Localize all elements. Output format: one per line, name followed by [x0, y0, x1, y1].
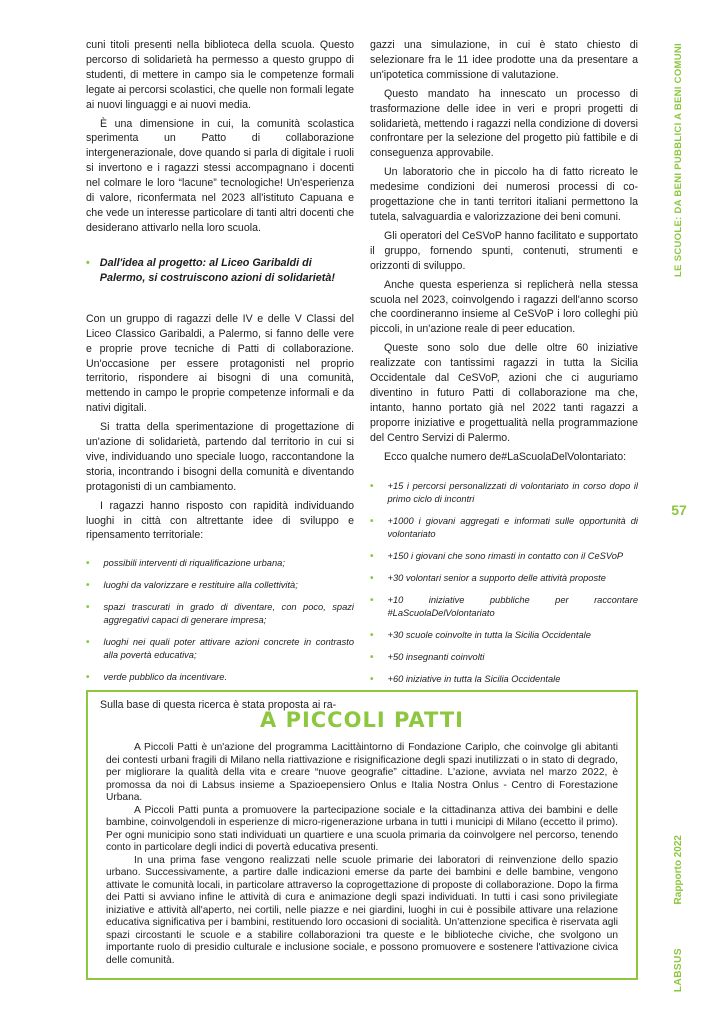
- bullet-icon: •: [86, 580, 90, 592]
- left-column: [86, 38, 354, 717]
- body-paragraph: gazzi una simulazione, in cui è stato chiesto di selezionare fra le 11 idee prodotte una da presentare a un'ipotetica commissione di valutazione.: [370, 39, 638, 81]
- box-paragraph: A Piccoli Patti è un'azione del programma Lacittàintorno di Fondazione Cariplo, che coinvolge gli abitanti dei contesti urbani fragili di Milano nella riattivazione e risignificazione degli spazi inutilizzati o in stato di degrado, per migliorare la qualità della vita e creare “nuove geografie” cittadine. L'azione, avviata nel marzo 2022, è promossa da noi di Labsus insieme a Spazioepensiero Onlus e Italia Nostra Onlus - Centro di Forestazione Urbana.: [106, 742, 618, 803]
- body-paragraph: Ecco qualche numero de#LaScuolaDelVolontariato:: [384, 450, 627, 463]
- bullet-icon: •: [370, 595, 374, 607]
- list-item: • +30 scuole coinvolte in tutta la Sicilia Occidentale: [370, 630, 591, 642]
- list-item: • +30 volontari senior a supporto delle attività proposte: [370, 573, 606, 585]
- bullet-icon: •: [370, 516, 374, 528]
- bullet-icon: •: [86, 672, 90, 684]
- report-label: Rapporto 2022: [672, 835, 684, 905]
- body-paragraph: Con un gruppo di ragazzi delle IV e delle V Classi del Liceo Classico Garibaldi, a Palermo, si fanno delle vere e proprie prove tecniche di Patti di collaborazione. Un'occasione per essere protagonisti nel proprio territorio, rispondere ai bisogni di una comunità, mettendo in campo le proprie competenze informali e da nativi digitali.: [86, 312, 354, 415]
- body-paragraph: Anche questa esperienza si replicherà nella stessa scuola nel 2023, coinvolgendo i ragazzi dell'anno scorso che coordineranno insieme al CeSVoP i loro colleghi più piccoli, in un'azione reale di peer education.: [370, 278, 638, 336]
- stats-list: [370, 480, 638, 686]
- bullet-icon: •: [370, 573, 374, 585]
- section-highlight: [86, 256, 354, 286]
- bullet-icon: •: [370, 630, 374, 642]
- list-item: • +1000 i giovani aggregati e informati sulle opportunità di volontariato: [370, 516, 638, 540]
- list-item: • +150 i giovani che sono rimasti in contatto con il CeSVoP: [370, 551, 624, 563]
- list-item: • spazi trascurati in grado di diventare, con poco, spazi aggregativi capaci di generare impresa;: [86, 602, 354, 626]
- box-title: A PICCOLI PATTI: [260, 708, 464, 732]
- body-paragraph: Si tratta della sperimentazione di progettazione di un'azione di solidarietà, partendo dal territorio in cui si vive, individuando uno speciale luogo, raccontandone la storia, incontrando i bisogni della comunità e diventando protagonisti di un cambiamento.: [86, 421, 354, 493]
- box-paragraph: In una prima fase vengono realizzati nelle scuole primarie dei laboratori di reinvenzione dello spazio urbano. Successivamente, a partire dalle indicazioni emerse da parte dei bambini e delle bambine, vengono attivate le comunità locali, in particolare attraverso la coprogettazione di proposte di collaborazione. Dopo la firma dei Patti si avviano infine le attività di cura e animazione degli spazi individuati. In tutti i casi sono privilegiate iniziative e attività all'aperto, nei cortili, nelle piazze e nei giardini, luoghi in cui è possibile attivare una relazione educativa significativa per i bambini, restituendo loro occasioni di socialità. Un'attenzione specifica è riservata agli spazi circostanti le scuole e a stabilire collaborazioni tra queste e le biblioteche civiche, che svolgono un importante ruolo di presidio culturale e inclusione sociale, e possono promuovere e sostenere l'attivazione civica delle comunità.: [106, 854, 618, 966]
- bullet-icon: •: [86, 558, 90, 570]
- list-item: • luoghi nei quali poter attivare azioni concrete in contrasto alla povertà educativa;: [86, 637, 354, 661]
- bullet-list: [86, 557, 354, 684]
- bullet-icon: •: [86, 637, 90, 649]
- list-item: • +15 i percorsi personalizzati di volontariato in corso dopo il primo ciclo di incontri: [370, 481, 638, 505]
- bullet-icon: •: [86, 256, 90, 269]
- brand-label: LABSUS: [672, 947, 684, 993]
- body-paragraph: Queste sono solo due delle oltre 60 iniziative realizzate con tantissimi ragazzi in tutta la Sicilia Occidentale dal CeSVoP, azioni che ci auguriamo diventino in futuro Patti di collaborazione ma che, intanto, hanno portato già nel 2022 tanti ragazzi a proporre iniziative e progettualità nella programmazione del Centro Servizi di Palermo.: [370, 342, 638, 444]
- bullet-icon: •: [370, 652, 374, 664]
- list-item: • +60 iniziative in tutta la Sicilia Occidentale: [370, 674, 561, 686]
- list-item: • +10 iniziative pubbliche per raccontare #LaScuolaDelVolontariato: [370, 595, 638, 619]
- highlight-text: Dall'idea al progetto: al Liceo Garibaldi di Palermo, si costruiscono azioni di solidarietà!: [99, 256, 335, 284]
- body-paragraph: È una dimensione in cui, la comunità scolastica sperimenta un Patto di collaborazione intergenerazionale, dove quando si parla di digitale i ruoli si invertono e i ragazzi stessi accompagnano i docenti nel colmare le loro “lacune” tecnologiche! Un'esperienza di valore, riconfermata nel 2023 all'istituto Capuana e che vede un interesse particolare di tanti altri docenti che desiderano attivarlo nella loro scuola.: [86, 117, 354, 234]
- right-column: [370, 38, 638, 700]
- bullet-icon: •: [370, 551, 374, 563]
- bullet-icon: •: [370, 674, 374, 686]
- bullet-icon: •: [86, 602, 90, 614]
- body-paragraph: I ragazzi hanno risposto con rapidità individuando luoghi in città con altrettante idee di sviluppo e ripensamento territoriale:: [86, 499, 354, 542]
- body-paragraph: Questo mandato ha innescato un processo di trasformazione delle idee in veri e propri progetti di solidarietà, mettendo i ragazzi nella condizione di doversi confrontare per la selezione del progetto più fattibile e di conseguenza approvabile.: [370, 87, 638, 160]
- list-item: • possibili interventi di riqualificazione urbana;: [86, 558, 285, 570]
- body-paragraph: cuni titoli presenti nella biblioteca della scuola. Questo percorso di solidarietà ha permesso a questo gruppo di studenti, di mettere in campo sia le competenze formali legate ai percorsi scolastici, che quelle non formali legate ai nuovi linguaggi e ai nuovi media.: [86, 39, 354, 111]
- section-title-vertical: LE SCUOLE: DA BENI PUBBLICI A BENI COMUNI: [672, 43, 684, 277]
- list-item: • luoghi da valorizzare e restituire alla collettività;: [86, 580, 298, 592]
- bullet-icon: •: [370, 481, 374, 493]
- body-paragraph: Gli operatori del CeSVoP hanno facilitato e supportato il gruppo, fornendo spunti, contenuti, strumenti e orizzonti di sviluppo.: [370, 229, 638, 272]
- list-item: • +50 insegnanti coinvolti: [370, 652, 485, 664]
- info-box: [86, 690, 638, 980]
- page-number: 57: [671, 502, 687, 518]
- body-paragraph: Un laboratorio che in piccolo ha di fatto ricreato le medesime condizioni dei numerosi processi di co-progettazione che in tanti territori italiani permettono la tutela, salvaguardia e valorizzazione dei beni comuni.: [370, 166, 638, 223]
- box-paragraph: A Piccoli Patti punta a promuovere la partecipazione sociale e la cittadinanza attiva dei bambini e delle bambine, coinvolgendoli in esperienze di micro-rigenerazione urbana in tutti i municipi di Milano (eccetto il primo). Per ogni municipio sono stati individuati un quartiere e una scuola primaria da coinvolgere nel percorso, tenendo conto in particolare degli indici di povertà educativa presenti.: [106, 804, 618, 853]
- list-item: • verde pubblico da incentivare.: [86, 672, 228, 684]
- body-paragraph: Sulla base di questa ricerca è stata proposta ai ra-: [100, 699, 337, 712]
